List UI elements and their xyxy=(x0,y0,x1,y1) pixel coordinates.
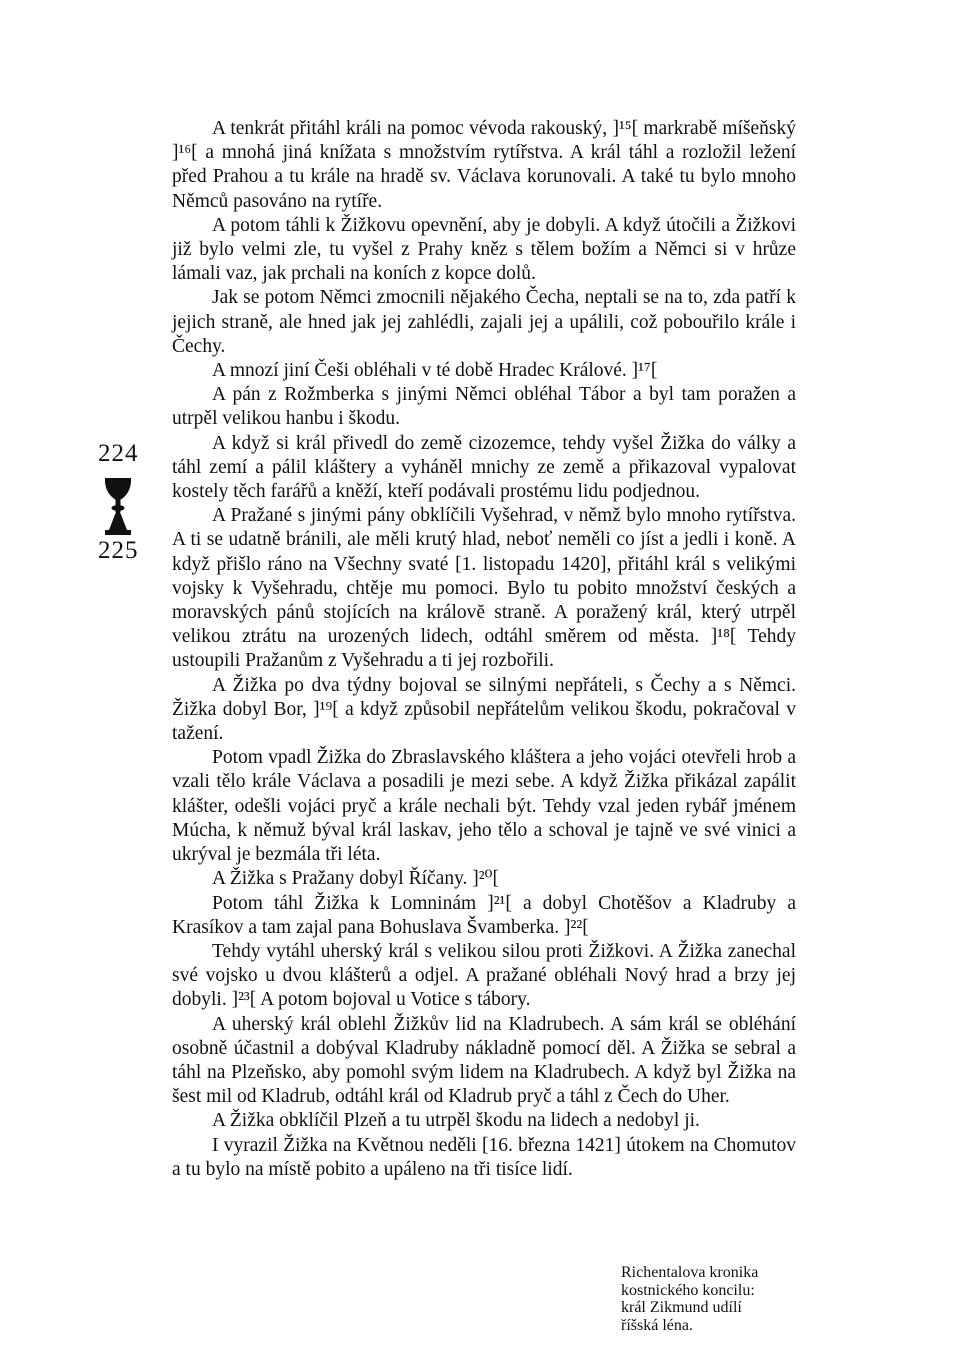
image-caption xyxy=(621,1264,831,1334)
paragraph: A když si král přivedl do země cizozemce, tehdy vyšel Žižka do války a táhl zemí a pálil kláštery a vyháněl mnichy ze země a přikazoval vypalovat kostely těch farářů a kněží, kteří podávali prostému lidu podjednou. xyxy=(172,432,796,503)
paragraph: A potom táhli k Žižkovu opevnění, aby je dobyli. A když útočili a Žižkovi již bylo velmi zle, tu vyšel z Prahy kněz s tělem božím a Němci si v hrůze lámali vaz, jak prchali na koních z kopce dolů. xyxy=(172,214,796,285)
caption-line: říšská léna. xyxy=(621,1316,693,1334)
caption-line: kostnického koncilu: xyxy=(621,1281,755,1299)
paragraph: Potom táhl Žižka k Lomninám ]²¹[ a dobyl Chotěšov a Kladruby a Krasíkov a tam zajal pana Bohuslava Švamberka. ]²²[ xyxy=(172,892,796,938)
paragraph: Tehdy vytáhl uherský král s velikou silou proti Žižkovi. A Žižka zanechal své vojsko u dvou klášterů a odjel. A pražané obléhali Nový hrad a brzy jej dobyli. ]²³[ A potom bojoval u Votice s tábory. xyxy=(172,940,796,1011)
paragraph: A pán z Rožmberka s jinými Němci obléhal Tábor a byl tam poražen a utrpěl velikou hanbu i škodu. xyxy=(172,384,796,430)
page-number-right: 225 xyxy=(98,537,139,564)
paragraph: A uherský král oblehl Žižkův lid na Kladrubech. A sám král se obléhání osobně účastnil a dobýval Kladruby nákladně pomocí děl. A Žižka se sebral a táhl na Plzeňsko, aby pomohl svým lidem na Kladrubech. A když byl Žižka na šest mil od Kladrub, odtáhl král od Kladrub pryč a táhl z Čech do Uher. xyxy=(172,1013,796,1108)
chalice-icon xyxy=(104,478,132,536)
paragraph: Potom vpadl Žižka do Zbraslavského kláštera a jeho vojáci otevřeli hrob a vzali tělo krále Václava a posadili je mezi sebe. A když Žižka přikázal zapálit klášter, odešli vojáci pryč a krále nechali být. Tehdy vzal jeden rybář jménem Múcha, k němuž býval král laskav, jeho tělo a schoval je tajně ve své vinici a ukrýval je bezmála tři léta. xyxy=(172,747,796,866)
paragraph: A mnozí jiní Češi obléhali v té době Hradec Králové. ]¹⁷[ xyxy=(212,360,658,382)
page-number-left: 224 xyxy=(98,440,139,467)
caption-line: král Zikmund udílí xyxy=(621,1299,742,1316)
paragraph: I vyrazil Žižka na Květnou neděli [16. března 1421] útokem na Chomutov a tu bylo na místě pobito a upáleno na tři tisíce lidí. xyxy=(172,1134,796,1180)
body-text xyxy=(172,117,796,1182)
paragraph: A Žižka po dva týdny bojoval se silnými nepřáteli, s Čechy a s Němci. Žižka dobyl Bor, ]¹⁹[ a když způsobil nepřátelům velikou škodu, pokračoval v tažení. xyxy=(172,674,796,745)
paragraph: Jak se potom Němci zmocnili nějakého Čecha, neptali se na to, zda patří k jejich straně, ale hned jak jej zahlédli, zajali jej a upálili, což pobouřilo krále i Čechy. xyxy=(172,287,796,357)
paragraph: A Žižka obklíčil Plzeň a tu utrpěl škodu na lidech a nedobyl ji. xyxy=(212,1110,700,1132)
paragraph: A Žižka s Pražany dobyl Říčany. ]²⁰[ xyxy=(212,868,499,890)
caption-line: Richentalova kronika xyxy=(621,1264,759,1281)
paragraph: A Pražané s jinými pány obklíčili Vyšehrad, v němž bylo mnoho rytířstva. A ti se udatně bránili, ale měli krutý hlad, neboť neměli co jíst a jedli i koně. A když přišlo ráno na Všechny svaté [1. listopadu 1420], přitáhl král s velikými vojsky k Vyšehradu, chtěje mu pomoci. Bylo tu pobito množství českých a moravských pánů stojících na královĕ straně. A poražený král, který utrpěl velikou ztrátu na urozených lidech, odtáhl směrem od města. ]¹⁸[ Tehdy ustoupili Pražanům z Vyšehradu a ti jej rozbořili. xyxy=(172,505,796,672)
paragraph: A tenkrát přitáhl králi na pomoc vévoda rakouský, ]¹⁵[ markrabě míšeňský ]¹⁶[ a mnohá jiná knížata s množstvím rytířstva. A král táhl a rozložil ležení před Prahou a tu krále na hradě sv. Václava korunovali. A také tu bylo mnoho Němců pasováno na rytíře. xyxy=(172,118,796,212)
